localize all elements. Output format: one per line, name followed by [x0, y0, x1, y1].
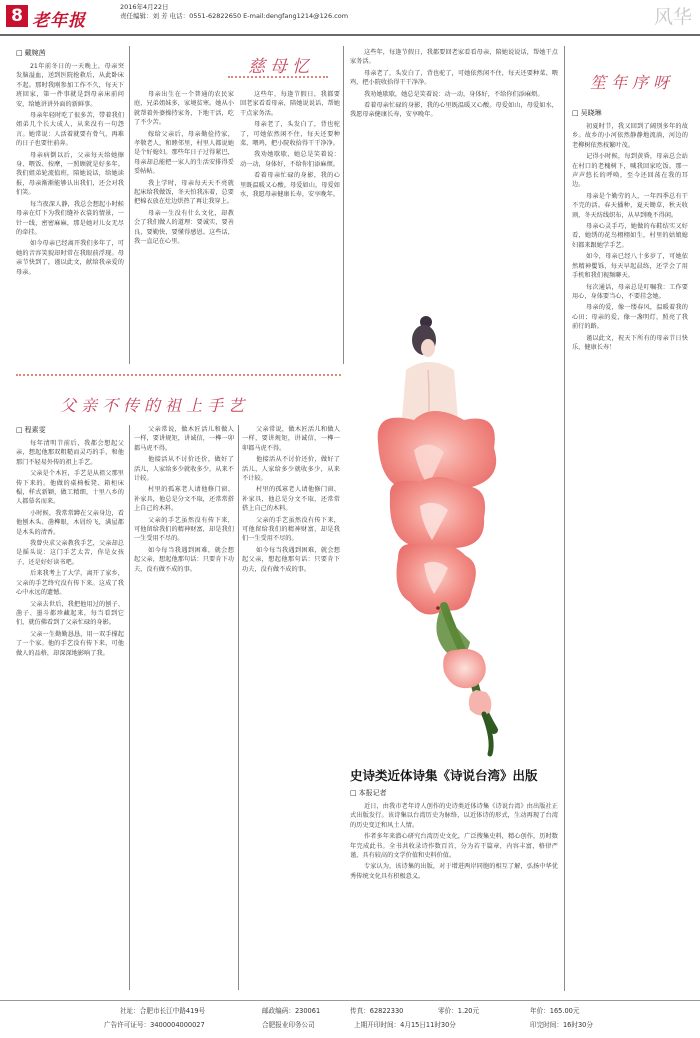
article-paragraph: 嫁给父亲后，母亲勤俭持家，孝敬老人，和睦邻里，村里人都说她是个好媳妇。那些年日子过得紧巴，母亲却总能把一家人的生活安排得妥妥帖帖。 [134, 130, 234, 176]
article-5-body [16, 439, 124, 658]
article-paragraph: 母亲年轻时吃了很多苦，带着我们姐弟几个长大成人，从来没有一句怨言。她常说：人活着就要有骨气，再难的日子也要往前奔。 [16, 112, 124, 148]
footer-price: 零价：1.20元 [438, 1007, 480, 1015]
article-3-col [350, 48, 558, 298]
article-paragraph: 这些年，每逢节假日，我都要回老家看看母亲，陪她说说话，帮她干点家务活。 [350, 49, 558, 66]
article-paragraph: 母亲老了，头发白了，背也驼了，可她依然闲不住，每天还要种菜、喂鸡，把小院收拾得干干净净。 [240, 121, 340, 148]
article-5-byline: □ 程素雯 [16, 425, 124, 435]
article-paragraph: 每次通话，母亲总是叮嘱我：工作要用心，身体要当心，不要挂念她。 [572, 283, 688, 300]
article-4-body [572, 122, 688, 352]
header-editor-contact: 责任编辑：刘 芳 电话：0551-62822650 E-mail:dengfang1214@126.com [120, 12, 349, 20]
article-paragraph: 他接活从不讨价还价，做好了活儿，人家给多少就收多少，从来不计较。 [134, 456, 234, 483]
article-5-title: 父亲不传的祖上手艺 [60, 396, 250, 415]
article-paragraph: 母亲是个勤劳的人，一年四季总有干不完的活。春天播种，夏天锄草，秋天收割，冬天纺线织布，从早到晚不得闲。 [572, 192, 688, 219]
article-paragraph: 如今母亲已经离开我们多年了，可她的音容笑貌却时常在我眼前浮现。母亲节快到了，谨以此文，献给我亲爱的母亲。 [16, 240, 124, 276]
article-1-body [16, 62, 124, 277]
article-6-body [134, 425, 234, 574]
article-paragraph: 我劝她歇歇，她总是笑着说：动一动，身体好，不给你们添麻烦。 [364, 90, 544, 98]
article-1 [16, 48, 124, 363]
article-1-byline: □ 戴婉茜 [16, 48, 124, 58]
article-6-continued [242, 425, 340, 574]
article-paragraph: 我上学时，母亲每天天不亮就起床给我做饭，冬天怕我冻着，总要把棉衣放在灶边烘热了再让我穿上。 [134, 179, 234, 206]
article-paragraph: 父亲是个木匠，手艺是从祖父那里传下来的。他做的桌椅板凳、箱柜床榻，样式新颖，做工精细，十里八乡的人都慕名而来。 [16, 470, 124, 506]
article-paragraph: 母亲病倒以后，父亲每天给她擦身、喂饭、按摩，一照顾就是好多年。我们姐弟轮流值班，陪她说话，给她读报，母亲渐渐能够认出我们，还会对我们笑。 [16, 151, 124, 197]
column-divider [129, 46, 130, 364]
article-paragraph: 母亲的爱，像一缕春风，温暖着我的心田；母亲的爱，像一盏明灯，照亮了我前行的路。 [572, 304, 688, 331]
gladiolus-bud-1 [443, 649, 486, 688]
article-paragraph: 谨以此文，祝天下所有的母亲节日快乐，健康长寿！ [572, 334, 688, 351]
article-paragraph: 21年前冬日的一天晚上，母亲突发脑溢血，送到医院抢救后，从此卧床不起。那时我刚参加工作不久，每天下班回家，第一件事就是到母亲床前问安，给她讲讲外面的新鲜事。 [16, 63, 124, 108]
article-7 [350, 768, 558, 883]
article-2-body [134, 90, 234, 247]
footer-postcode: 邮政编码：230061 [262, 1007, 321, 1015]
article-7-title: 史诗类近体诗集《诗说台湾》出版 [350, 768, 538, 783]
article-paragraph: 母亲老了，头发白了，背也驼了，可她依然闲不住，每天还要种菜、喂鸡，把小院收拾得干干净净。 [350, 69, 558, 87]
article-paragraph: 作者多年来潜心研究台湾历史文化，广泛搜集史料，精心创作，历时数年完成此书。全书共收录诗作数百首，分为若干篇章，内容丰富，格律严谨，具有较高的文学价值和史料价值。 [350, 833, 558, 860]
header-meta [120, 3, 348, 21]
article-3-continued [350, 48, 558, 120]
footer-address: 社址：合肥市长江中路419号 [120, 1007, 206, 1015]
watercolor-illustration [344, 310, 544, 760]
article-3-body [240, 90, 340, 199]
column-divider [564, 46, 565, 991]
newspaper-masthead: 老年报 [32, 11, 86, 31]
article-4 [572, 108, 688, 988]
article-4-title: 笙年序呀 [590, 73, 675, 92]
title-underline [228, 76, 328, 78]
article-paragraph: 我曾央求父亲教我手艺，父亲却总是摇头说：这门手艺太苦，你是女孩子，还是好好读书吧。 [16, 540, 124, 566]
page-number-badge: 8 [6, 5, 28, 27]
article-paragraph: 看着母亲忙碌的身影，我的心里既温暖又心酸。母爱如山，母爱如水，我愿母亲健康长寿，安享晚年。 [350, 102, 558, 119]
page-header [0, 0, 700, 36]
footer-printer: 合肥报业印务公司 [262, 1021, 315, 1029]
column-divider [238, 425, 239, 990]
article-paragraph: 父亲一生勤勤恳恳，用一双手撑起了一个家。他的手艺没有传下来，可他做人的品格，却深深地影响了我。 [16, 630, 124, 657]
article-paragraph: 初夏时节，我又回到了阔别多年的故乡。故乡的小河依然静静地流淌，河边的老柳树依然枝繁叶茂。 [572, 123, 688, 149]
section-name: 风华 [653, 6, 692, 28]
section-divider [16, 374, 341, 376]
article-5-col-c [242, 425, 340, 990]
gladiolus-bud-2 [469, 690, 491, 716]
article-paragraph: 父亲常说，做木匠活儿和做人一样，要讲规矩，讲诚信，一榫一卯都马虎不得。 [134, 426, 234, 452]
article-paragraph: 父亲常说，做木匠活儿和做人一样，要讲规矩，讲诚信，一榫一卯都马虎不得。 [242, 426, 340, 452]
footer-finish-time: 印完时间：16时30分 [530, 1021, 593, 1029]
article-paragraph: 记得小时候，每到黄昏，母亲总会站在村口的老槐树下，喊我回家吃饭。那一声声悠长的呼唤，至今还回荡在我的耳边。 [572, 153, 688, 189]
article-paragraph: 父亲的手艺虽然没有传下来，可他留给我们的精神财富，却是我们一生受用不尽的。 [242, 516, 340, 543]
article-paragraph: 这些年，每逢节假日，我都要回老家看看母亲，陪她说说话，帮她干点家务活。 [240, 91, 340, 117]
article-paragraph: 他接活从不讨价还价，做好了活儿，人家给多少就收多少，从来不计较。 [242, 456, 340, 483]
article-paragraph: 近日，由我市老年诗人创作的史诗类近体诗集《诗说台湾》由出版社正式出版发行。该诗集以台湾历史为脉络，以近体诗的形式，生动再现了台湾的历史变迁和风土人情。 [350, 803, 558, 829]
article-5-col-a [16, 425, 124, 990]
article-paragraph: 后来我考上了大学，离开了家乡，父亲的手艺终究没有传下来。这成了我心中永远的遗憾。 [16, 570, 124, 597]
footer-fax: 传真：62822330 [350, 1007, 404, 1015]
article-paragraph: 看着母亲忙碌的身影，我的心里既温暖又心酸。母爱如山，母爱如水，我愿母亲健康长寿，安享晚年。 [240, 172, 340, 199]
article-2-col-b [240, 90, 340, 362]
article-paragraph: 村里的孤寡老人请他修门窗、补家具，他总是分文不取，还常常搭上自己的木料。 [134, 486, 234, 513]
article-paragraph: 母亲一生没有什么文化，却教会了我们做人的道理：要诚实，要善良，要勤快，要懂得感恩。这些话，我一直记在心里。 [134, 209, 234, 246]
article-2-title: 慈母忆 [248, 57, 314, 77]
article-paragraph: 如今，母亲已经八十多岁了，可她依然精神矍铄，每天早起晨练，还学会了用手机和我们视频聊天。 [572, 253, 688, 280]
article-paragraph: 每当夜深人静，我总会想起小时候母亲在灯下为我们缝补衣裳的情景，一针一线，密密麻麻，那是她对儿女无尽的牵挂。 [16, 200, 124, 236]
footer-license: 广告许可证号：3400004000027 [104, 1021, 205, 1029]
article-paragraph: 母亲出生在一个普通的农民家庭，兄弟姐妹多，家境贫寒。她从小就帮着外婆操持家务，下地干活，吃了不少苦。 [134, 91, 234, 127]
article-paragraph: 专家认为，该诗集的出版，对于增进两岸同胞的相互了解，弘扬中华优秀传统文化具有积极意义。 [350, 863, 558, 880]
article-paragraph: 村里的孤寡老人请他修门窗、补家具，他总是分文不取，还常常搭上自己的木料。 [242, 486, 340, 513]
column-divider [129, 425, 130, 990]
article-7-body [350, 802, 558, 881]
footer-print-time: 上期开印时间：4月15日11时30分 [354, 1021, 456, 1029]
article-paragraph: 父亲去世后，我把他用过的刨子、凿子、墨斗都珍藏起来，每当看到它们，就仿佛看到了父亲忙碌的身影。 [16, 600, 124, 627]
article-7-byline: □ 本报记者 [350, 788, 558, 798]
article-4-byline: □ 吴晓琳 [572, 108, 688, 118]
header-date: 2016年4月22日 [120, 3, 169, 11]
article-paragraph: 如今每当我遇到困难，就会想起父亲，想起他那句话：只要肯下功夫，没有做不成的事。 [134, 546, 234, 573]
article-paragraph: 我劝她歇歇，她总是笑着说：动一动，身体好，不给你们添麻烦。 [240, 151, 340, 168]
footer-annual-price: 年价：165.00元 [530, 1007, 580, 1015]
article-paragraph: 如今每当我遇到困难，就会想起父亲，想起他那句话：只要肯下功夫，没有做不成的事。 [242, 546, 340, 573]
article-paragraph: 父亲的手艺虽然没有传下来，可他留给我们的精神财富，却是我们一生受用不尽的。 [134, 516, 234, 543]
article-paragraph: 母亲心灵手巧，她做的布鞋结实又好看，她绣的花鸟栩栩如生，村里的姑娘媳妇都来跟她学手艺。 [572, 223, 688, 249]
article-2-col-a [134, 90, 234, 362]
article-paragraph: 小时候，我常常蹲在父亲身边，看他刨木头、凿榫眼，木屑纷飞，满屋都是木头的清香。 [16, 509, 124, 536]
article-5-col-b [134, 425, 234, 990]
article-paragraph: 每年清明节前后，我都会想起父亲，想起他那双粗糙而灵巧的手，和他那门不轻易外传的祖上手艺。 [16, 440, 124, 466]
